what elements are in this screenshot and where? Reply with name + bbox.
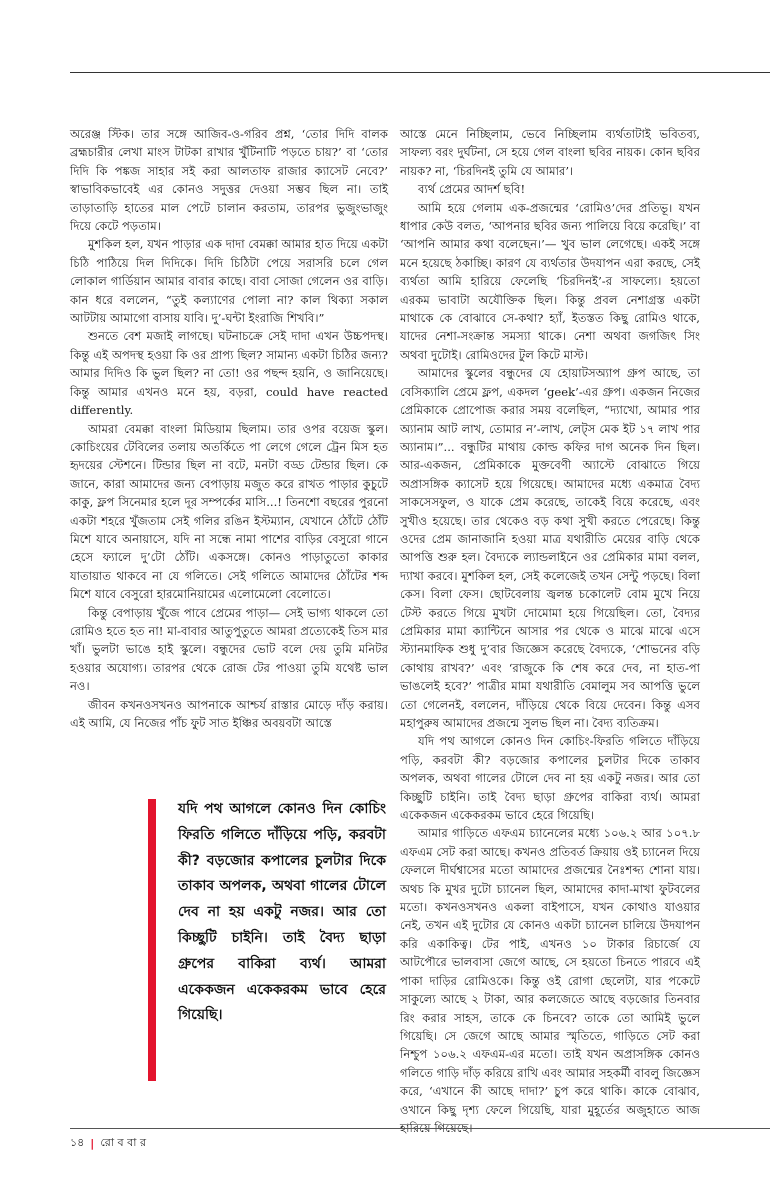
bottom-rule (70, 1128, 770, 1129)
article-column-left (70, 125, 388, 733)
pull-quote (148, 797, 386, 1093)
paragraph: জীবন কখনওসখনও আপনাকে আশ্চর্য রাস্তার মোড়ে দাঁড় করায়। এই আমি, যে নিজের পাঁচ ফুট সাত ইঞ্চির অবয়বটা আস্তে (70, 697, 388, 730)
magazine-name: রো ব বা র (100, 1135, 146, 1149)
footer-separator: | (90, 1136, 95, 1150)
paragraph: আস্তে মেনে নিচ্ছিলাম, ভেবে নিচ্ছিলাম ব্যর্থতাটাই ভবিতব্য, সাফল্য বরং দুর্ঘটনা, সে হয়ে গেল বাংলা ছবির নায়ক। কোন ছবির নায়ক? না, ‘চিরদিনই তুমি যে আমার’। (400, 127, 700, 178)
top-rule (70, 72, 770, 73)
paragraph: মুশকিল হল, যখন পাড়ার এক দাদা বেমক্কা আমার হাত দিয়ে একটা চিঠি পাঠিয়ে দিল দিদিকে। দিদি চিঠিটা পেয়ে সরাসরি চলে গেল লোকাল গার্ডিয়ান আমার বাবার কাছে। বাবা সোজা গেলেন ওর বাড়ি। কান ধরে বললেন, “তুই কল্যাণের পোলা না? কাল থিক্যা সকাল আটটায় আমাগো বাসায় যাবি। দু’-ঘন্টা ইংরাজি শিখবি।” (70, 237, 388, 326)
paragraph: আমাদের স্কুলের বন্ধুদের যে হোয়াটসঅ্যাপ গ্রুপ আছে, তা বেসিক্যালি প্রেমে ফ্লপ, একদল ‘geek’-এর গ্রুপ। একজন নিজের প্রেমিকাকে প্রোপোজ করার সময় বলেছিল, “দ্যাখো, আমার পার অ্যানাম আট লাখ, তোমার ন’-লাখ, লেট্স মেক ইট ১৭ লাখ পার অ্যানাম।”... বন্ধুটির মাথায় কোল্ড কফির দাগ অনেক দিন ছিল। আর-একজন, প্রেমিকাকে মুক্তবেণী অ্যাস্টে বোঝাতে গিয়ে অপ্রাসঙ্গিক ক্যাসেট হয়ে গিয়েছে। আমাদের মধ্যে একমাত্র বৈদ্য সাকসেসফুল, ও যাকে প্রেম করেছে, তাকেই বিয়ে করেছে, এবং সুখীও হয়েছে। তার থেকেও বড় কথা সুখী করতে পেরেছে। কিন্তু ওদের প্রেম জানাজানি হওয়া মাত্র যথারীতি মেয়ের বাড়ি থেকে আপত্তি শুরু হল। বৈদ্যকে ল্যান্ডলাইনে ওর প্রেমিকার মামা বলল, দ্যাখা করবে। মুশকিল হল, সেই কলেজেই তখন সেন্টু পড়ছে। বিলা কেস। বিলা ফেস। ছোটবেলায় জ্বলন্ত চকোলেট বোম মুখে নিয়ে টেস্ট করতে গিয়ে মুখটা দোমোমা হয়ে গিয়েছিল। তো, বৈদ্যর প্রেমিকার মামা ক্যান্টিনে আসার পর থেকে ও মাঝে মাঝে এসে স্ট্যানমাফিক শুধু দু’বার জিজ্ঞেস করেছে বৈদ্যকে, ‘শোভনের বড়ি কোথায় রাখব?’ এবং ‘রাজুকে কি শেষ করে দেব, না হাত-পা ভাঙলেই হবে?’ পাত্রীর মামা যথারীতি বেমালুম সব আপত্তি ভুলে তো গেলেনই, বললেন, দাঁড়িয়ে থেকে বিয়ে দেবেন। কিন্তু এসব মহাপুরুষ আমাদের প্রজন্মে সুলভ ছিল না। বৈদ্য ব্যতিক্রম। (400, 366, 700, 730)
paragraph: অরেঞ্জ স্টিক। তার সঙ্গে আজিব-ও-গরিব প্রশ্ন, ‘তোর দিদি বালক ব্রহ্মচারীর লেখা মাংস টাটকা রাখার খুঁটিনাটি পড়তে চায়?’ বা ‘তোর দিদি কি পঙ্কজ সাহার সই করা আলতাফ রাজার ক্যাসেট নেবে?’ স্বাভাবিকভাবেই এর কোনও সদুত্তর দেওয়া সম্ভব ছিল না। তাই তাড়াতাড়ি হাতের মাল পেটে চালান করতাম, তারপর ভুজুংভাজুং দিয়ে কেটে পড়তাম। (70, 127, 388, 234)
paragraph: আমার গাড়িতে এফএম চ্যানেলের মধ্যে ১০৬.২ আর ১০৭.৮ এফএম সেট করা আছে। কখনও প্রতিবর্ত ক্রিয়ায় ওই চ্যানেল দিয়ে ফেললে দীর্ঘশ্বাসের মতো আমাদের প্রজন্মের নৈঃশব্দ্য শোনা যায়। অথচ কি মুখর দুটো চ্যানেল ছিল, আমাদের কাদা-মাখা ফুটবলের মতো। কখনওসখনও একলা বাইপাসে, যখন কোথাও যাওয়ার নেই, তখন এই দুটোর যে কোনও একটা চ্যানেল চালিয়ে উদযাপন করি একাকিত্ব। টের পাই, এখনও ১০ টাকার রিচার্জে যে আটপৌরে ভালবাসা জেগে আছে, সে হয়তো চিনতে পারবে এই পাকা দাড়ির রোমিওকে। কিন্তু ওই রোগা ছেলেটা, যার পকেটে সাকুল্যে আছে ২ টাকা, আর কলজেতে আছে বড়জোর তিনবার রিং করার সাহস, তাকে কে চিনবে? তাকে তো আমিই ভুলে গিয়েছি। সে জেগে আছে আমার স্মৃতিতে, গাড়িতে সেট করা নিশ্চুপ ১০৬.২ এফএম-এর মতো। তাই যখন অপ্রাসঙ্গিক কোনও গলিতে গাড়ি দাঁড় করিয়ে রাখি এবং আমার সহকর্মী বাবলু জিজ্ঞেস করে, ‘এখানে কী আছে দাদা?’ চুপ করে থাকি। কাকে বোঝাব, ওখানে কিছু দৃশ্য ফেলে গিয়েছি, যারা মুহূর্তের অজুহাতে আজ হারিয়ে গিয়েছে। (400, 826, 700, 1135)
paragraph: যদি পথ আগলে কোনও দিন কোচিং-ফিরতি গলিতে দাঁড়িয়ে পড়ি, করবটা কী? বড়জোর কপালের চুলটার দিকে তাকাব অপলক, অথবা গালের টোলে দেব না হয় একটু নজর। আর তো কিচ্ছুটি চাইনি। তাই বৈদ্য ছাড়া গ্রুপের বাকিরা ব্যর্থ। আমরা একেকজন একেকরকম ভাবে হেরে গিয়েছি। (400, 734, 700, 823)
paragraph: আমরা বেমক্কা বাংলা মিডিয়াম ছিলাম। তার ওপর বয়েজ স্কুল। কোচিংয়ের টেবিলের তলায় অতর্কিতে পা লেগে গেলে ট্রেন মিস হত হৃদয়ের স্টেশনে। টিন্ডার ছিল না বটে, মনটা বড্ড টেন্ডার ছিল। কে জানে, কারা আমাদের জন্য বেপাড়ায় মজুত করে রাখত পাড়ার কুচুটে কাকু, ফ্লপ সিনেমার হলে দূর সম্পর্কের মাসি...! তিনশো বছরের পুরনো একটা শহরে খুঁজতাম সেই গলির রঙিন ইস্টম্যান, যেখানে ঠোঁটে ঠোঁট মিশে যাবে অনায়াসে, যদি না সন্ধে নামা পাশের বাড়ির বেসুরো গানে হেসে ফ্যালে দু’টো ঠোঁট। একসঙ্গে। কোনও পাড়াতুতো কাকার যাতায়াত থাকবে না যে গলিতে। সেই গলিতে আমাদের ঠোঁটের শব্দ মিশে যাবে বেসুরো হারমোনিয়ামের এলোমেলো বেলোতে। (70, 421, 388, 602)
page-footer (70, 1134, 146, 1152)
paragraph: আমি হয়ে গেলাম এক-প্রজন্মের ‘রোমিও’দের প্রতিভূ। যখন ধাপার কেউ বলত, ‘আপনার ছবির জন্য পালিয়ে বিয়ে করেছি।’ বা ‘আপনি আমার কথা বলেছেন।’— খুব ভাল লেগেছে। একই সঙ্গে মনে হয়েছে ঠকাচ্ছি। কারণ যে ব্যর্থতার উদযাপন এরা করছে, সেই ব্যর্থতা আমি হারিয়ে ফেলেছি ‘চিরদিনই’-র সাফল্যে। হয়তো এরকম ভাবাটা অযৌক্তিক ছিল। কিন্তু প্রবল নেশাগ্রস্ত একটা মাথাকে কে বোঝাবে সে-কথা? হ্যাঁ, ইতস্তত কিছু রোমিও থাকে, যাদের নেশা-সংক্রান্ত সমস্যা থাকে। নেশা অথবা জগজিৎ সিং অথবা দুটোই। রোমিওদের টুল কিটে মাস্ট। (400, 200, 700, 362)
paragraph: শুনতে বেশ মজাই লাগছে। ঘটনাচক্রে সেই দাদা এখন উচ্চপদস্থ। কিন্তু এই অপদস্থ হওয়া কি ওর প্রাপ্য ছিল? সামান্য একটা চিঠির জন্য? আমার দিদিও কি ভুল ছিল? না তো! ওর পছন্দ হয়নি, ও জানিয়েছে। কিন্তু আমার এখনও মনে হয়, বড়রা, could have reacted differently. (70, 329, 388, 418)
paragraph: কিন্তু বেপাড়ায় খুঁজে পাবে প্রেমের পাড়া— সেই ভাগ্য থাকলে তো রোমিও হতে হত না! মা-বাবার আতুপুতুতে আমরা প্রত্যেকেই তিস মার খাঁ। ভুলটা ভাঙে হাই স্কুলে। বন্ধুদের ভোট বলে দেয় তুমি মনিটর হওয়ার অযোগ্য। তারপর থেকে রোজ টের পাওয়া তুমি যথেষ্ট ভাল নও। (70, 605, 388, 694)
pull-quote-text: যদি পথ আগলে কোনও দিন কোচিং ফিরতি গলিতে দাঁড়িয়ে পড়ি, করবটা কী? বড়জোর কপালের চুলটার দিকে তাকাব অপলক, অথবা গালের টোলে দেব না হয় একটু নজর। আর তো কিচ্ছুটি চাইনি। তাই বৈদ্য ছাড়া গ্রুপের বাকিরা ব্যর্থ। আমরা একেকজন একেকরকম ভাবে হেরে গিয়েছি। (178, 801, 386, 1024)
paragraph: ব্যর্থ প্রেমের আদর্শ ছবি! (418, 182, 526, 197)
article-column-right (400, 125, 700, 1135)
page-number: ১৪ (70, 1135, 85, 1149)
pull-quote-accent-bar (148, 799, 156, 1081)
